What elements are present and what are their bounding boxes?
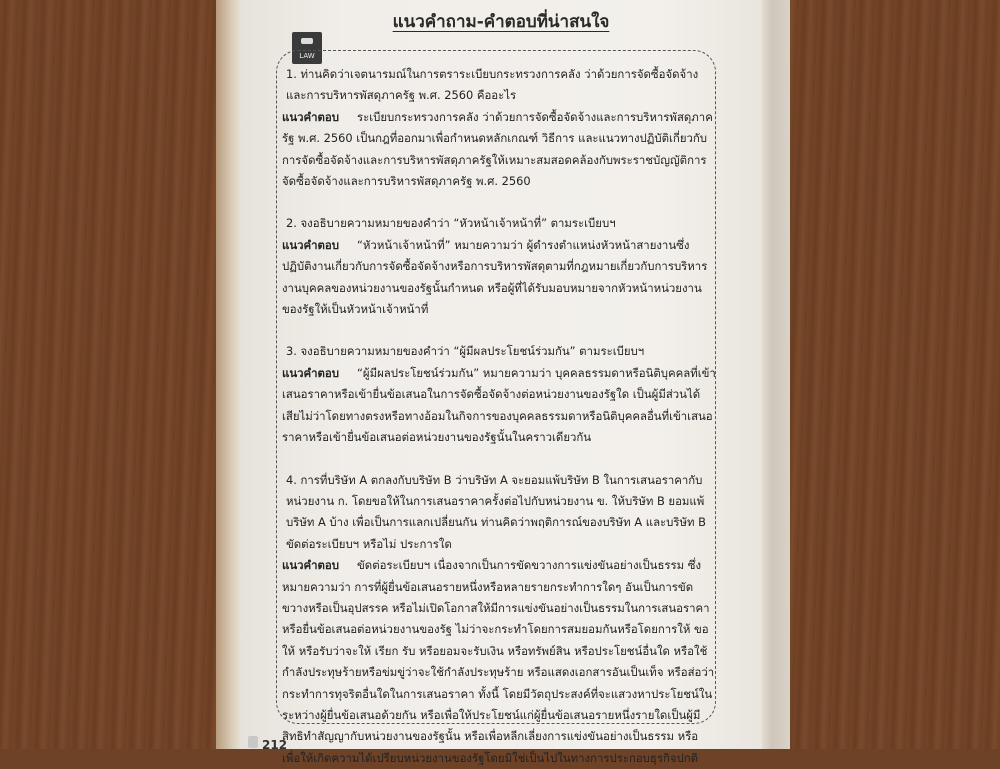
question-2: 2. จงอธิบายความหมายของคำว่า “หัวหน้าเจ้าหน้าที่” ตามระเบียบฯ <box>286 213 716 234</box>
qa-item-1 <box>282 64 716 192</box>
wooden-table-right <box>780 0 1000 749</box>
answer-text: ระเบียบกระทรวงการคลัง ว่าด้วยการจัดซื้อจัดจ้างและการบริหารพัสดุภาครัฐ พ.ศ. 2560 เป็นกฎที่ออกมาเพื่อกำหนดหลักเกณฑ์ วิธีการ และแนวทางปฏิบัติเกี่ยวกับการจัดซื้อจัดจ้างและการบริหารพัสดุภาครัฐให้เหมาะสมสอดคล้องกับพระราชบัญญัติการจัดซื้อจัดจ้างและการบริหารพัสดุภาครัฐ พ.ศ. 2560 <box>282 110 713 188</box>
answer-1 <box>282 107 716 193</box>
question-4: 4. การที่บริษัท A ตกลงกับบริษัท B ว่าบริษัท A จะยอมแพ้บริษัท B ในการเสนอราคากับหน่วยงาน ก. โดยขอให้ในการเสนอราคาครั้งต่อไปกับหน่วยงาน ข. ให้บริษัท B ยอมแพ้บริษัท A บ้าง เพื่อเป็นการแลกเปลี่ยนกัน ท่านคิดว่าพฤติการณ์ของบริษัท A และบริษัท B ขัดต่อระเบียบฯ หรือไม่ ประการใด <box>286 470 716 556</box>
answer-4 <box>282 555 716 769</box>
qa-item-3 <box>282 341 716 448</box>
answer-text: “ผู้มีผลประโยชน์ร่วมกัน” หมายความว่า บุคคลธรรมดาหรือนิติบุคคลที่เข้าเสนอราคาหรือเข้ายื่นข้อเสนอในการจัดซื้อจัดจ้างต่อหน่วยงานของรัฐใด เป็นผู้มีส่วนได้เสียไม่ว่าโดยทางตรงหรือทางอ้อมในกิจการของบุคคลธรรมดาหรือนิติบุคคลอื่นที่เข้าเสนอราคาหรือเข้ายื่นข้อเสนอต่อหน่วยงานของรัฐนั้นในคราวเดียวกัน <box>282 366 716 444</box>
answer-label: แนวคำตอบ <box>282 238 339 252</box>
qa-item-4 <box>282 470 716 769</box>
law-tag-icon: LAW <box>292 32 322 64</box>
book-page <box>240 0 762 749</box>
qa-item-2 <box>282 213 716 320</box>
page-title: แนวคำถาม-คำตอบที่น่าสนใจ <box>240 8 762 35</box>
page-number: 212 <box>262 738 287 752</box>
book-page-stack-right <box>760 0 790 749</box>
answer-label: แนวคำตอบ <box>282 110 339 124</box>
answer-label: แนวคำตอบ <box>282 558 339 572</box>
answer-text: “หัวหน้าเจ้าหน้าที่” หมายความว่า ผู้ดำรงตำแหน่งหัวหน้าสายงานซึ่งปฏิบัติงานเกี่ยวกับการจัดซื้อจัดจ้างหรือการบริหารพัสดุตามที่กฎหมายเกี่ยวกับการบริหารงานบุคคลของหน่วยงานของรัฐนั้นกำหนด หรือผู้ที่ได้รับมอบหมายจากหัวหน้าหน่วยงานของรัฐให้เป็นหัวหน้าเจ้าหน้าที่ <box>282 238 707 316</box>
answer-2 <box>282 235 716 321</box>
page-number-icon <box>248 736 258 748</box>
answer-label: แนวคำตอบ <box>282 366 339 380</box>
answer-3 <box>282 363 716 449</box>
wooden-table-left <box>0 0 240 749</box>
question-1: 1. ท่านคิดว่าเจตนารมณ์ในการตราระเบียบกระทรวงการคลัง ว่าด้วยการจัดซื้อจัดจ้างและการบริหารพัสดุภาครัฐ พ.ศ. 2560 คืออะไร <box>286 64 716 107</box>
book-page-stack-left <box>216 0 242 749</box>
question-3: 3. จงอธิบายความหมายของคำว่า “ผู้มีผลประโยชน์ร่วมกัน” ตามระเบียบฯ <box>286 341 716 362</box>
answer-text: ขัดต่อระเบียบฯ เนื่องจากเป็นการขัดขวางการแข่งขันอย่างเป็นธรรม ซึ่งหมายความว่า การที่ผู้ยื่นข้อเสนอรายหนึ่งหรือหลายรายกระทำการใดๆ อันเป็นการขัดขวางหรือเป็นอุปสรรค หรือไม่เปิดโอกาสให้มีการแข่งขันอย่างเป็นธรรมในการเสนอราคาหรือยื่นข้อเสนอต่อหน่วยงานของรัฐ ไม่ว่าจะกระทำโดยการสมยอมกันหรือโดยการให้ ขอให้ หรือรับว่าจะให้ เรียก รับ หรือยอมจะรับเงิน หรือทรัพย์สิน หรือประโยชน์อื่นใด หรือใช้กำลังประทุษร้ายหรือข่มขู่ว่าจะใช้กำลังประทุษร้าย หรือแสดงเอกสารอันเป็นเท็จ หรือส่อว่ากระทำการทุจริตอื่นใดในการเสนอราคา ทั้งนี้ โดยมีวัตถุประสงค์ที่จะแสวงหาประโยชน์ในระหว่างผู้ยื่นข้อเสนอด้วยกัน หรือเพื่อให้ประโยชน์แก่ผู้ยื่นข้อเสนอรายหนึ่งรายใดเป็นผู้มีสิทธิทำสัญญากับหน่วยงานของรัฐนั้น หรือเพื่อหลีกเลี่ยงการแข่งขันอย่างเป็นธรรม หรือเพื่อให้เกิดความได้เปรียบหน่วยงานของรัฐโดยมิใช่เป็นไปในทางการประกอบธุรกิจปกติ <box>282 558 714 765</box>
qa-content <box>282 64 716 769</box>
